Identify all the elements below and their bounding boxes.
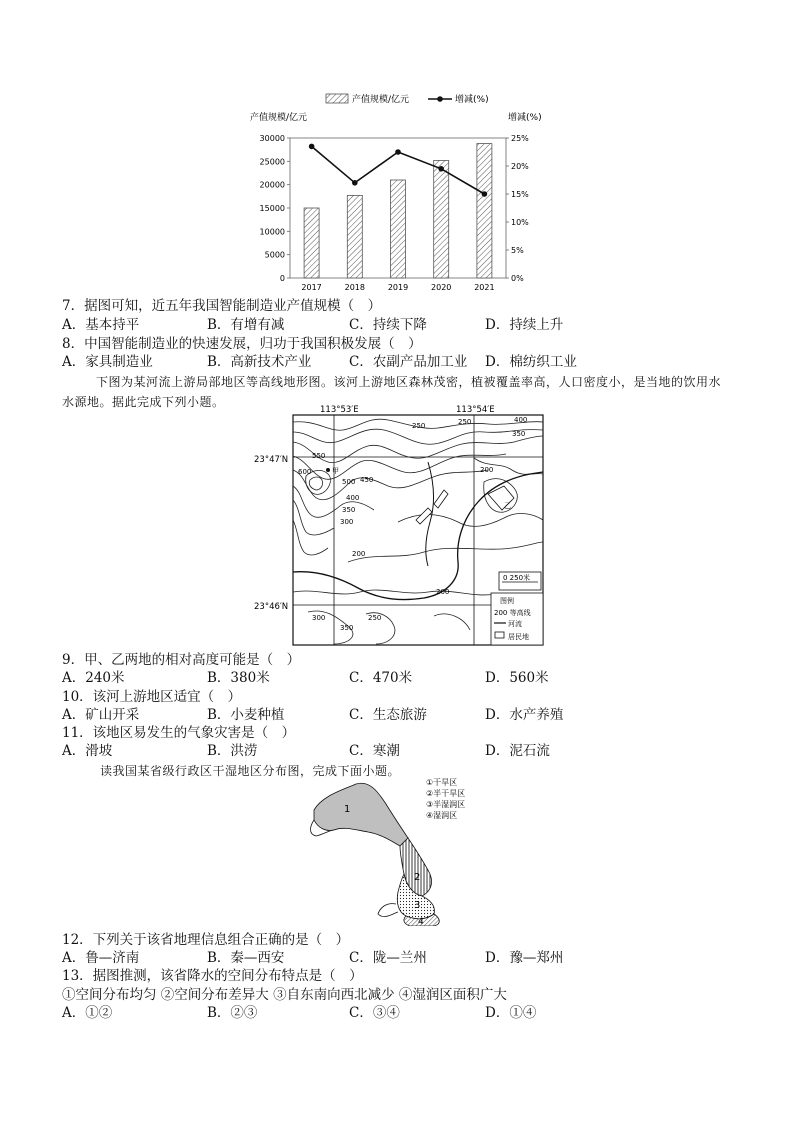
question-11-stem: 11．该地区易发生的气象灾害是（ ）: [62, 725, 296, 741]
q13-option-d[interactable]: D．①④: [485, 1005, 537, 1021]
y-left-tick-label: 30000: [259, 134, 285, 143]
y-right-tick-label: 0%: [511, 274, 524, 283]
contour-label: 250: [458, 418, 472, 426]
contour-label: 400: [346, 494, 360, 502]
x-tick-label: 2020: [431, 283, 452, 292]
lon-label-left: 113°53′E: [320, 405, 359, 415]
legend-line-label: 增减(%): [455, 95, 489, 105]
q9-option-b[interactable]: B．380米: [207, 670, 270, 686]
q12-option-d[interactable]: D．豫—郑州: [485, 950, 564, 966]
growth-point-2017: [309, 144, 315, 150]
contour-label: 250: [412, 422, 426, 430]
growth-point-2019: [395, 149, 401, 155]
x-tick-label: 2018: [344, 283, 365, 292]
q12-option-b[interactable]: B．秦—西安: [207, 950, 285, 966]
province-map: [300, 774, 500, 926]
x-tick-label: 2021: [474, 283, 495, 292]
q11-option-c[interactable]: C．寒潮: [349, 743, 400, 759]
contour-label: 350: [342, 506, 356, 514]
legend-title: 图例: [500, 597, 514, 605]
q7-option-a[interactable]: A．基本持平: [62, 317, 140, 333]
q9-option-c[interactable]: C．470米: [349, 670, 413, 686]
x-tick-label: 2017: [301, 283, 322, 292]
y-left-tick-label: 0: [279, 274, 285, 283]
x-tick-label: 2019: [387, 283, 409, 292]
bar-2017: [304, 208, 319, 278]
growth-point-2018: [352, 180, 358, 186]
q10-option-b[interactable]: B．小麦种植: [207, 707, 285, 723]
contour-label: 200: [352, 550, 366, 558]
region-label-3: 3: [414, 900, 421, 911]
question-8-stem: 8．中国智能制造业的快速发展，归功于我国积极发展（ ）: [62, 336, 422, 352]
question-12-stem: 12．下列关于该省地理信息组合正确的是（ ）: [62, 932, 350, 948]
question-13-statements: ①空间分布均匀 ②空间分布差异大 ③自东南向西北减少 ④湿润区面积广大: [62, 987, 507, 1003]
region-label-4: 4: [418, 917, 424, 926]
question-10-stem: 10．该河上游地区适宜（ ）: [62, 689, 242, 705]
legend-contour: 200 等高线: [494, 609, 531, 617]
q8-option-c[interactable]: C．农副产品加工业: [349, 354, 468, 370]
q8-option-b[interactable]: B．高新技术产业: [207, 354, 312, 370]
y-right-tick-label: 20%: [511, 162, 529, 171]
contour-label: 350: [512, 430, 526, 438]
q13-option-c[interactable]: C．③④: [349, 1005, 400, 1021]
q10-option-c[interactable]: C．生态旅游: [349, 707, 427, 723]
y-right-tick-label: 15%: [511, 190, 529, 199]
y-left-title: 产值规模/亿元: [250, 113, 308, 123]
industry-chart: [240, 88, 560, 298]
q9-option-a[interactable]: A．240米: [62, 670, 125, 686]
bar-2021: [477, 144, 492, 278]
legend-settlement: 居民地: [508, 633, 529, 641]
point-jia-label: 甲: [332, 467, 339, 475]
bar-2019: [391, 180, 406, 278]
growth-point-2021: [482, 191, 488, 197]
bar-2020: [434, 160, 449, 278]
contour-label: 300: [340, 518, 354, 526]
legend-river: 河流: [508, 620, 522, 628]
q12-option-c[interactable]: C．陇—兰州: [349, 950, 427, 966]
bar-2018: [347, 195, 362, 278]
q7-option-c[interactable]: C．持续下降: [349, 317, 427, 333]
intro-topo-map: 下图为某河流上游局部地区等高线地形图。该河上游地区森林茂密，植被覆盖率高，人口密度小，是当地的饮用水水源地。据此完成下列小题。: [62, 375, 722, 409]
y-right-tick-label: 25%: [511, 134, 529, 143]
topographic-map: [248, 402, 548, 648]
legend-bar-swatch: [326, 94, 348, 103]
legend-semi-humid: ③半湿润区: [426, 800, 466, 809]
q10-option-a[interactable]: A．矿山开采: [62, 707, 140, 723]
q11-option-d[interactable]: D．泥石流: [485, 743, 550, 759]
lon-label-right: 113°54′E: [456, 405, 495, 415]
region-arid: [314, 783, 408, 846]
y-left-tick-label: 10000: [259, 227, 285, 237]
question-7-stem: 7．据图可知，近五年我国智能制造业产值规模（ ）: [62, 298, 382, 314]
x-tick-labels: [301, 283, 494, 292]
q12-option-a[interactable]: A．鲁—济南: [62, 950, 140, 966]
y-right-tick-label: 10%: [511, 218, 529, 227]
point-yi-label: 乙: [504, 502, 511, 510]
legend-semi-arid: ②半干旱区: [426, 789, 466, 798]
scale-label: 0 250米: [503, 574, 531, 582]
contour-label: 250: [368, 614, 382, 622]
q11-option-a[interactable]: A．滑坡: [62, 743, 113, 759]
contour-label: 200: [436, 588, 450, 596]
region-label-2: 2: [414, 872, 421, 883]
growth-point-2020: [438, 166, 444, 172]
region-label-1: 1: [344, 804, 351, 815]
contour-label: 450: [360, 476, 374, 484]
y-right-ticks: [506, 134, 529, 283]
y-left-tick-label: 25000: [259, 157, 285, 167]
q8-option-a[interactable]: A．家具制造业: [62, 354, 153, 370]
contour-label: 200: [480, 466, 494, 474]
q9-option-d[interactable]: D．560米: [485, 670, 549, 686]
y-left-tick-label: 20000: [259, 180, 285, 190]
y-left-tick-label: 5000: [264, 250, 285, 260]
y-left-tick-label: 15000: [259, 204, 285, 213]
question-13-stem: 13．据图推测，该省降水的空间分布特点是（ ）: [62, 968, 363, 984]
y-right-title: 增减(%): [508, 113, 542, 123]
question-9-stem: 9．甲、乙两地的相对高度可能是（ ）: [62, 652, 301, 668]
legend-arid: ①干旱区: [426, 778, 458, 787]
intro-province-map: 读我国某省级行政区干湿地区分布图，完成下面小题。: [100, 764, 401, 778]
q8-option-d[interactable]: D．棉纺织工业: [485, 354, 577, 370]
contour-label: 500: [342, 478, 356, 486]
legend-bar-label: 产值规模/亿元: [352, 95, 410, 105]
contour-label: 400: [514, 416, 528, 424]
contour-label: 550: [312, 452, 326, 460]
q11-option-b[interactable]: B．洪涝: [207, 743, 258, 759]
lat-label-bottom: 23°46′N: [254, 602, 289, 612]
q10-option-d[interactable]: D．水产养殖: [485, 707, 564, 723]
q7-option-d[interactable]: D．持续上升: [485, 317, 564, 333]
y-left-ticks: [260, 134, 290, 283]
legend-humid: ④湿润区: [426, 811, 458, 820]
q13-option-a[interactable]: A．①②: [62, 1005, 113, 1021]
contour-label: 350: [340, 624, 354, 632]
contour-label: 300: [312, 614, 326, 622]
q13-option-b[interactable]: B．②③: [207, 1005, 258, 1021]
y-right-tick-label: 5%: [511, 246, 524, 255]
lat-label-top: 23°47′N: [254, 455, 289, 465]
contour-label: 600: [298, 468, 312, 476]
q7-option-b[interactable]: B．有增有减: [207, 317, 285, 333]
